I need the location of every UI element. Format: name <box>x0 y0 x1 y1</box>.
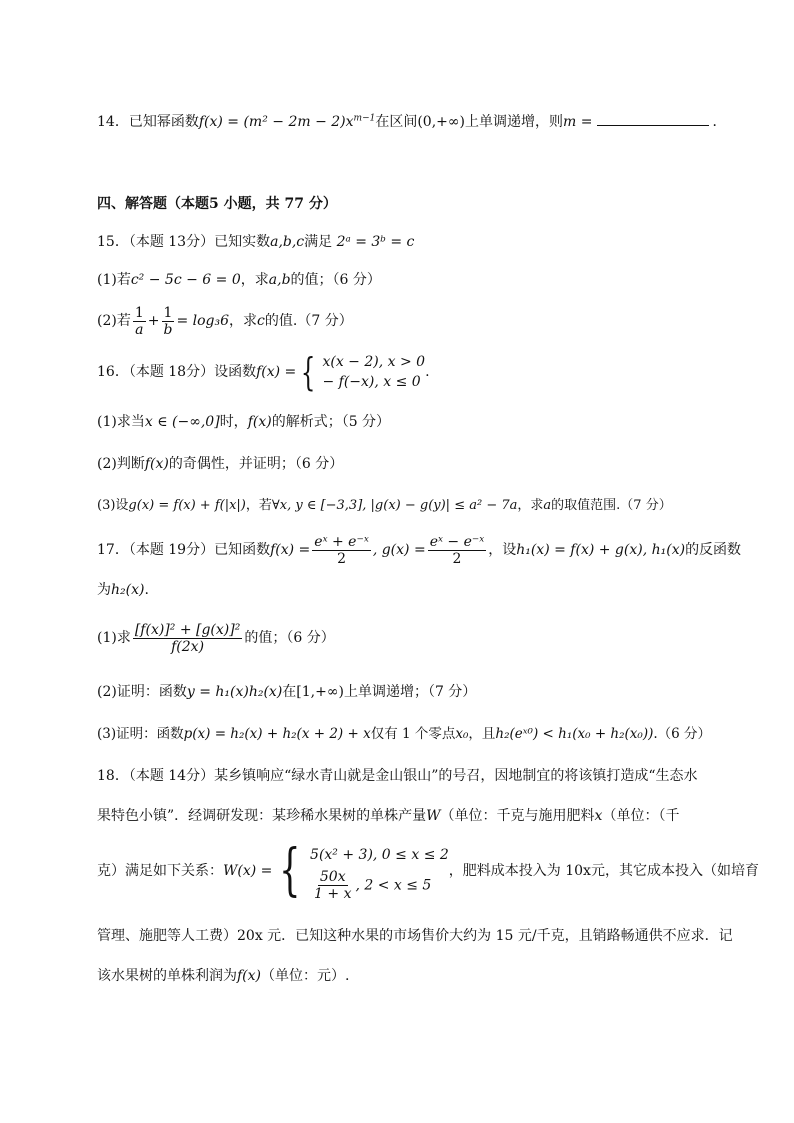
question-16-stem: 16．（本题 18分）设函数f(x) = { x(x − 2), x > 0 − f(−x), x ≤ 0 . <box>97 350 430 394</box>
question-17-part1: (1)求 $\frac{\text{[f(x)]² + [g(x)]²}}{f(2x)}$ 的值；（6 分） <box>97 621 335 655</box>
question-16-part2: (2)判断f(x)的奇偶性，并证明；（6 分） <box>97 456 344 472</box>
section-title: 四、解答题（本题5 小题，共 77 分） <box>97 196 337 212</box>
question-16-part3: (3)设g(x) = f(x) + f(|x|)，若∀x, y ∈ [−3,3], |g(x) − g(y)| ≤ a² − 7a，求a的取值范围.（7 分） <box>97 498 672 513</box>
question-17-stem-cont: 为h₂(x). <box>97 582 149 598</box>
question-18-line3: 克）满足如下关系：W(x) = { 5(x² + 3), 0 ≤ x ≤ 2 $\frac{50x}{1 + x}$ , 2 < x ≤ 5 ，肥料成本投入为 10x元，其它成本投入（如培育 <box>97 838 759 903</box>
question-18-line4: 管理、施肥等人工费）20x 元．已知这种水果的市场售价大约为 15 元/千克，且销路畅通供不应求．记 <box>97 928 733 944</box>
question-15-part2: (2)若 $\frac{1}{a}$ + $\frac{1}{b}$ = log₃6，求c的值.（7 分） <box>97 304 353 338</box>
question-18-line2: 果特色小镇”．经调研发现：某珍稀水果树的单株产量W（单位：千克与施用肥料x（单位：（千 <box>97 808 680 824</box>
question-14: 14．已知幂函数$f(x) = (m^2 - 2m - 2)x^{m-1}$在区间(0,+∞)上单调递增，则m = ． <box>97 113 727 130</box>
answer-blank[interactable] <box>597 113 709 126</box>
question-17-stem: 17．（本题 19分）已知函数f(x) = $\frac{\text{eˣ + e⁻ˣ}}{2}$ , g(x) = $\frac{\text{eˣ − e⁻ˣ}}{2}$ ，设h₁(x) = f(x) + g(x), h₁(x)的反函数 <box>97 533 742 567</box>
question-17-part3: (3)证明：函数p(x) = h₂(x) + h₂(x + 2) + x仅有 1 个零点x₀，且h₂(eˣ⁰) < h₁(x₀ + h₂(x₀)).（6 分） <box>97 726 712 742</box>
question-18-line5: 该水果树的单株利润为f(x)（单位：元）. <box>97 968 350 984</box>
question-17-part2: (2)证明：函数y = h₁(x)h₂(x)在[1,+∞)上单调递增；（7 分） <box>97 684 477 700</box>
question-16-part1: (1)求当x ∈ (−∞,0]时，f(x)的解析式；（5 分） <box>97 414 391 430</box>
question-15-part1: (1)若c² − 5c − 6 = 0，求a,b的值；（6 分） <box>97 272 381 288</box>
question-15-stem: 15．（本题 13分）已知实数a,b,c满足 2ᵃ = 3ᵇ = c <box>97 234 415 250</box>
question-18-line1: 18．（本题 14分）某乡镇响应“绿水青山就是金山银山”的号召，因地制宜的将该镇打造成“生态水 <box>97 768 698 784</box>
